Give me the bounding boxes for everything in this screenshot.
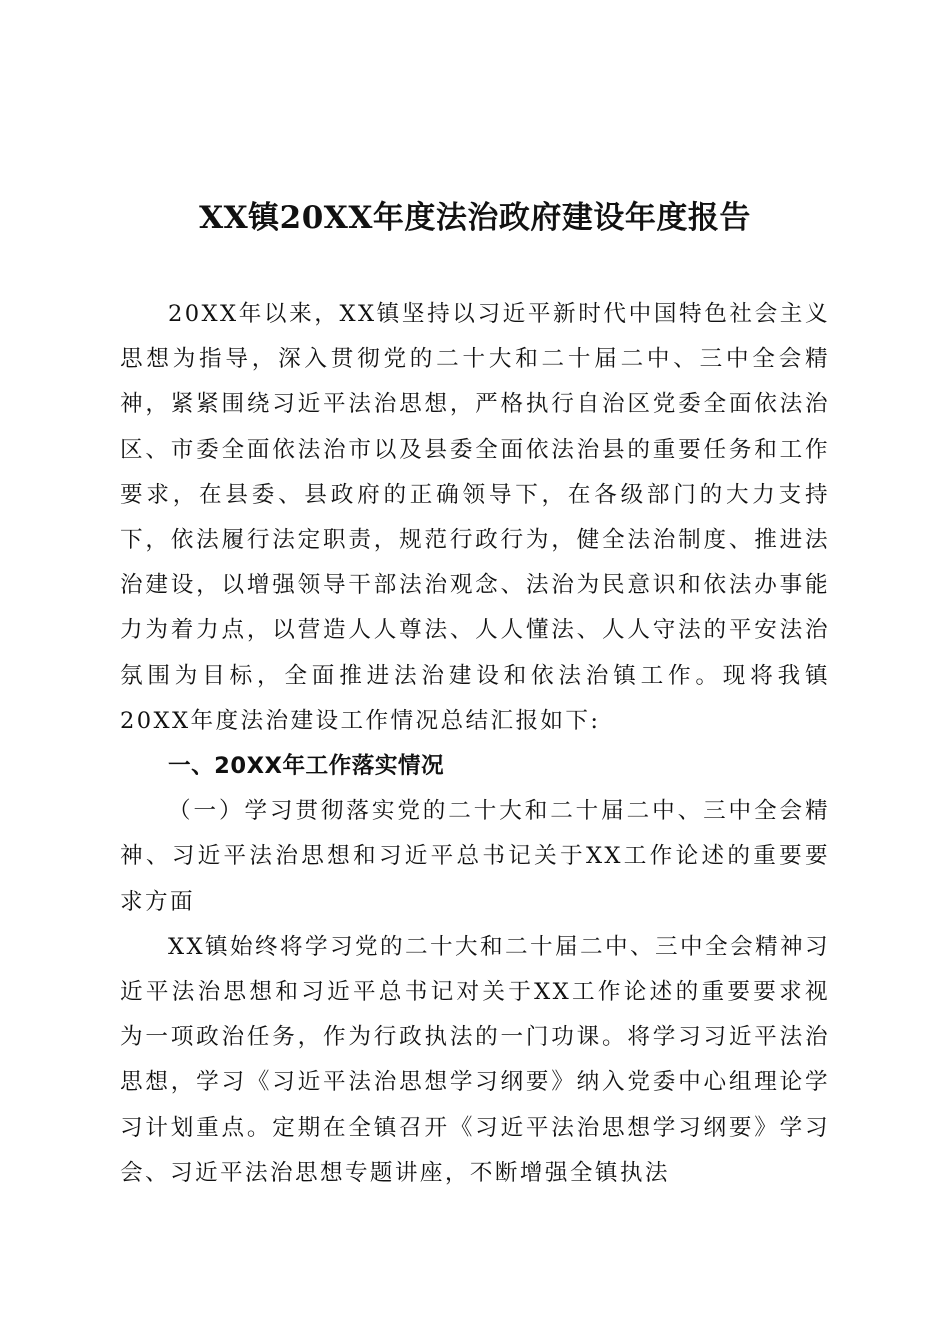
document-body [120,292,830,1196]
subsection-heading: （一）学习贯彻落实党的二十大和二十届二中、三中全会精神、习近平法治思想和习近平总书记关于XX工作论述的重要要求方面 [120,798,830,915]
subsection-body-paragraph: XX镇始终将学习党的二十大和二十届二中、三中全会精神习近平法治思想和习近平总书记对关于XX工作论述的重要要求视为一项政治任务，作为行政执法的一门功课。将学习习近平法治思想，学习《习近平法治思想学习纲要》纳入党委中心组理论学习计划重点。定期在全镇召开《习近平法治思想学习纲要》学习会、习近平法治思想专题讲座，不断增强全镇执法 [120,933,830,1186]
intro-paragraph: 20XX年以来，XX镇坚持以习近平新时代中国特色社会主义思想为指导，深入贯彻党的二十大和二十届二中、三中全会精神，紧紧围绕习近平法治思想，严格执行自治区党委全面依法治区、市委全面依法治市以及县委全面依法治县的重要任务和工作要求，在县委、县政府的正确领导下，在各级部门的大力支持下，依法履行法定职责，规范行政行为，健全法治制度、推进法治建设，以增强领导干部法治观念、法治为民意识和依法办事能力为着力点，以营造人人尊法、人人懂法、人人守法的平安法治氛围为目标，全面推进法治建设和依法治镇工作。现将我镇20XX年度法治建设工作情况总结汇报如下: [120,301,830,734]
document-title: XX镇20XX年度法治政府建设年度报告 [199,200,751,236]
section-heading: 一、20XX年工作落实情况 [168,753,445,780]
